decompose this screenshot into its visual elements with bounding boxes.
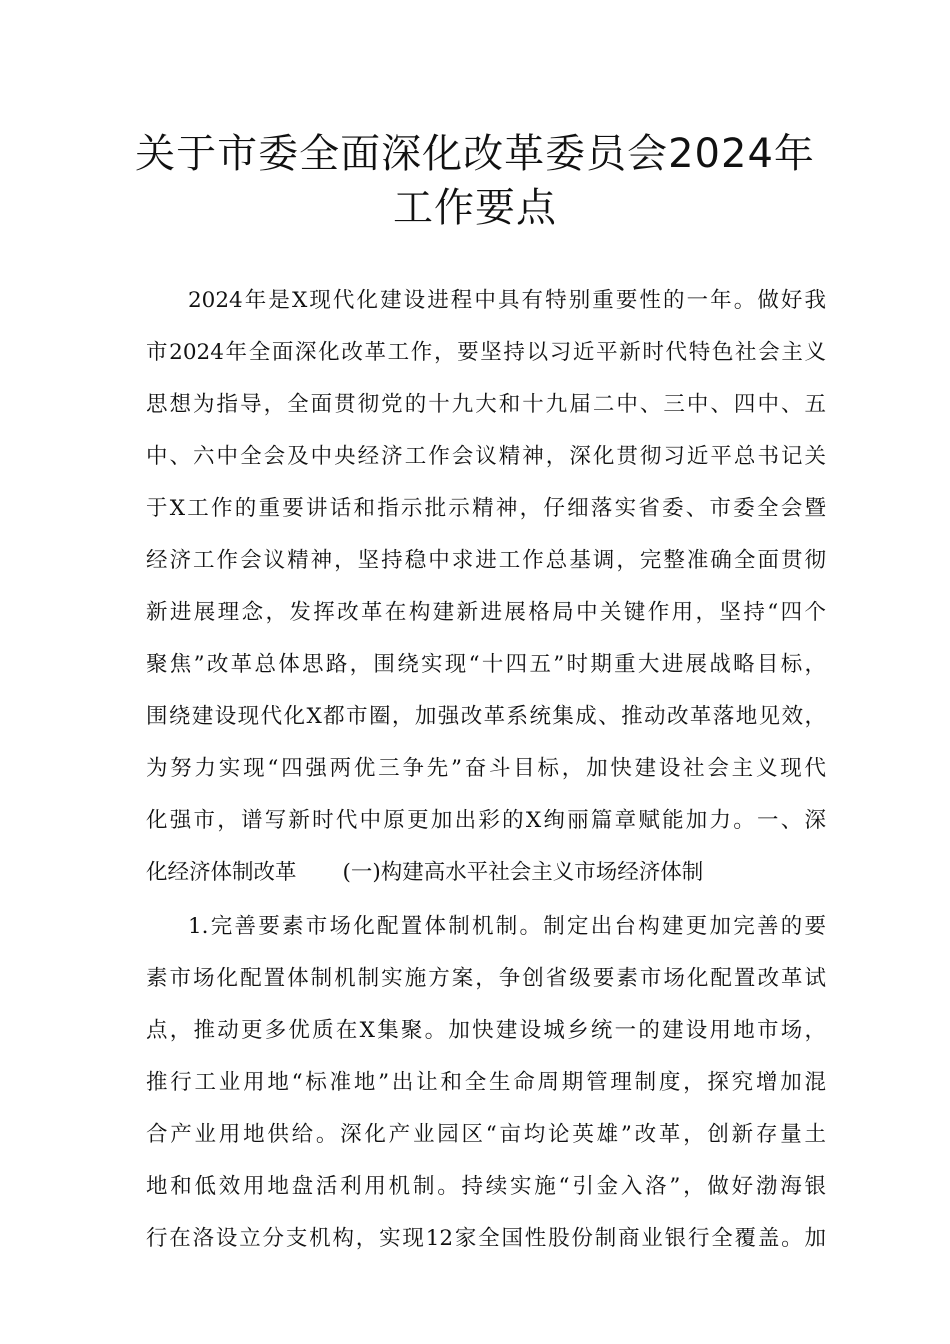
paragraph-2-line-7: 行在洛设立分支机构，实现12家全国性股份制商业银行全覆盖。加 <box>146 1226 826 1251</box>
paragraph-2-line-6: 地和低效用地盘活利用机制。持续实施“引金入洛”，做好渤海银 <box>146 1174 826 1199</box>
document-title-line-1: 关于市委全面深化改革委员会2024年 <box>135 131 815 177</box>
paragraph-2-line-3: 点，推动更多优质在X集聚。加快建设城乡统一的建设用地市场， <box>146 1018 826 1043</box>
paragraph-2-line-1: 1.完善要素市场化配置体制机制。制定出台构建更加完善的要 <box>188 914 826 939</box>
section-heading: 化经济体制改革 <box>146 860 297 885</box>
paragraph-2-line-5: 合产业用地供给。深化产业园区“亩均论英雄”改革，创新存量土 <box>146 1122 826 1147</box>
subsection-heading: (一)构建高水平社会主义市场经济体制 <box>342 860 704 885</box>
paragraph-1-line-6: 经济工作会议精神，坚持稳中求进工作总基调，完整准确全面贯彻 <box>146 548 826 573</box>
paragraph-1-line-11: 化强市，谱写新时代中原更加出彩的X绚丽篇章赋能加力。一、深 <box>146 808 826 833</box>
paragraph-2-line-4: 推行工业用地“标准地”出让和全生命周期管理制度，探究增加混 <box>146 1070 826 1095</box>
paragraph-1-line-5: 于X工作的重要讲话和指示批示精神，仔细落实省委、市委全会暨 <box>146 496 826 521</box>
paragraph-1-line-12 <box>146 858 826 888</box>
paragraph-2-line-2: 素市场化配置体制机制实施方案，争创省级要素市场化配置改革试 <box>146 966 826 991</box>
paragraph-1-line-7: 新进展理念，发挥改革在构建新进展格局中关键作用，坚持“四个 <box>146 600 826 625</box>
document-title-line-2: 工作要点 <box>393 185 557 231</box>
paragraph-1-line-2: 市2024年全面深化改革工作，要坚持以习近平新时代特色社会主义 <box>146 340 826 365</box>
paragraph-1-line-9: 围绕建设现代化X都市圈，加强改革系统集成、推动改革落地见效， <box>146 704 826 729</box>
paragraph-1-line-1: 2024年是X现代化建设进程中具有特别重要性的一年。做好我 <box>188 288 826 313</box>
paragraph-1-line-8: 聚焦”改革总体思路，围绕实现“十四五”时期重大进展战略目标， <box>146 652 826 677</box>
paragraph-1-line-3: 思想为指导，全面贯彻党的十九大和十九届二中、三中、四中、五 <box>146 392 826 417</box>
paragraph-1-line-4: 中、六中全会及中央经济工作会议精神，深化贯彻习近平总书记关 <box>146 444 826 469</box>
paragraph-1-line-10: 为努力实现“四强两优三争先”奋斗目标，加快建设社会主义现代 <box>146 756 826 781</box>
